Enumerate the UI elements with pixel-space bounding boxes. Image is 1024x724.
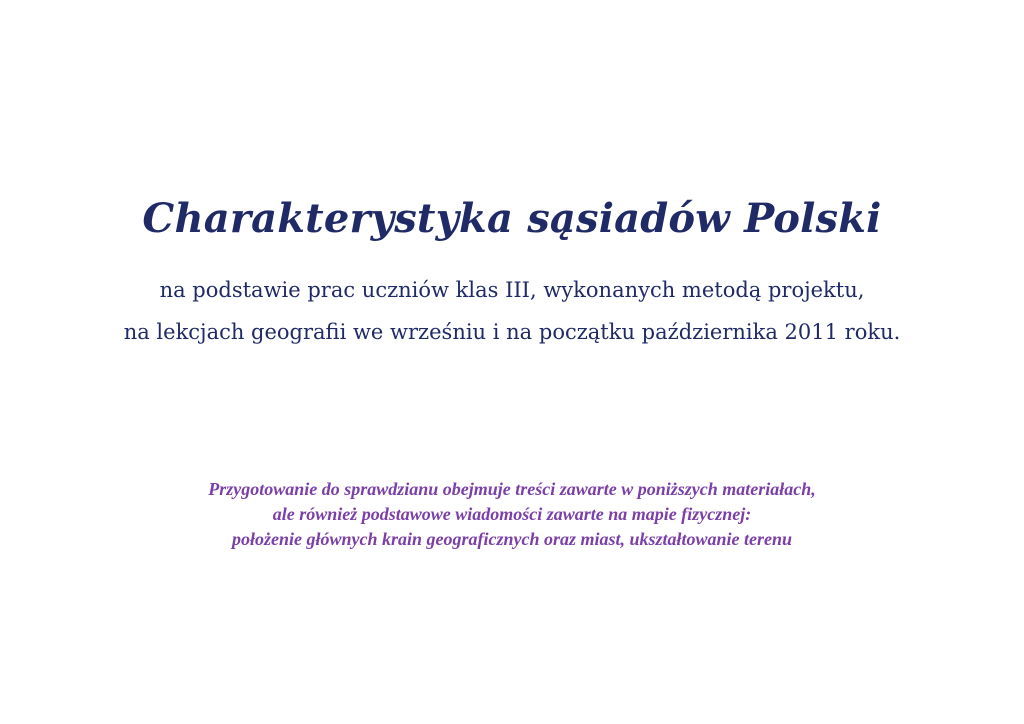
note-line-2: ale również podstawowe wiadomości zawarte na mapie fizycznej: [272, 504, 752, 524]
note-line-1: Przygotowanie do sprawdzianu obejmuje treści zawarte w poniższych materiałach, [208, 479, 816, 499]
subtitle-line-2: na lekcjach geografii we wrześniu i na początku października 2011 roku. [123, 320, 901, 344]
document-title: Charakterystyka sąsiadów Polski [142, 195, 882, 242]
subtitle-line-1: na podstawie prac uczniów klas III, wykonanych metodą projektu, [159, 278, 865, 302]
note-line-3: położenie głównych krain geograficznych oraz miast, ukształtowanie terenu [231, 529, 793, 549]
